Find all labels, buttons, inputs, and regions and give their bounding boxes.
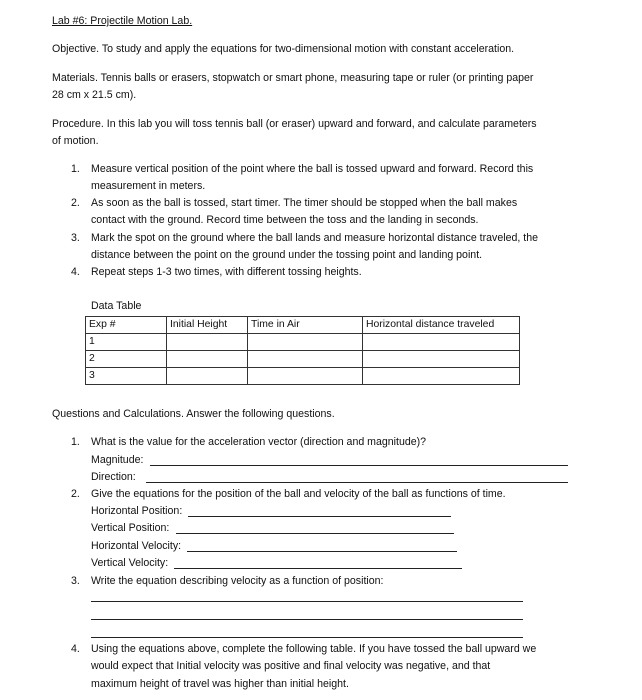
objective-text: Objective. To study and apply the equations for two-dimensional motion with constant acceleration.: [52, 43, 515, 55]
table-header-cell: Horizontal distance traveled: [363, 317, 520, 334]
procedure-line-1: Procedure. In this lab you will toss tennis ball (or eraser) upward and forward, and calculate parameters: [52, 118, 537, 130]
magnitude-answer-line[interactable]: [150, 465, 568, 466]
table-cell[interactable]: [363, 351, 520, 368]
question-number: 3.: [71, 575, 80, 587]
question-number: 2.: [71, 488, 80, 500]
step-text: Repeat steps 1-3 two times, with different tossing heights.: [91, 266, 362, 278]
page-title: Lab #6: Projectile Motion Lab.: [52, 15, 193, 27]
vertical-position-answer-line[interactable]: [176, 533, 454, 534]
horizontal-velocity-answer-line[interactable]: [187, 551, 457, 552]
table-cell[interactable]: [167, 351, 248, 368]
step-number: 2.: [71, 197, 80, 209]
vertical-velocity-answer-line[interactable]: [174, 568, 462, 569]
step-number: 4.: [71, 266, 80, 278]
question-number: 1.: [71, 436, 80, 448]
materials-line-2: 28 cm x 21.5 cm).: [52, 89, 137, 101]
step-text: distance between the point on the ground under the tossing point and landing point.: [91, 249, 483, 261]
table-cell[interactable]: 3: [86, 368, 167, 385]
vertical-position-label: Vertical Position:: [91, 522, 170, 534]
step-number: 3.: [71, 232, 80, 244]
table-cell[interactable]: 1: [86, 334, 167, 351]
question-text: What is the value for the acceleration vector (direction and magnitude)?: [91, 436, 427, 448]
table-cell[interactable]: [167, 334, 248, 351]
answer-line[interactable]: [91, 637, 523, 638]
direction-answer-line[interactable]: [146, 482, 568, 483]
table-row: [86, 368, 520, 385]
materials-line-1: Materials. Tennis balls or erasers, stopwatch or smart phone, measuring tape or ruler (or printing paper: [52, 72, 534, 84]
magnitude-label: Magnitude:: [91, 454, 144, 466]
step-text: measurement in meters.: [91, 180, 206, 192]
step-text: Mark the spot on the ground where the ball lands and measure horizontal distance traveled, the: [91, 232, 538, 244]
question-text: Using the equations above, complete the following table. If you have tossed the ball upward we: [91, 643, 537, 655]
procedure-line-2: of motion.: [52, 135, 99, 147]
table-cell[interactable]: [363, 368, 520, 385]
step-text: Measure vertical position of the point where the ball is tossed upward and forward. Record this: [91, 163, 534, 175]
questions-intro: Questions and Calculations. Answer the following questions.: [52, 408, 335, 420]
question-number: 4.: [71, 643, 80, 655]
table-cell[interactable]: [167, 368, 248, 385]
direction-label: Direction:: [91, 471, 136, 483]
table-header-cell: Initial Height: [167, 317, 248, 334]
answer-line[interactable]: [91, 601, 523, 602]
horizontal-position-answer-line[interactable]: [188, 516, 451, 517]
data-table: [85, 316, 520, 385]
table-cell[interactable]: [248, 368, 363, 385]
horizontal-velocity-label: Horizontal Velocity:: [91, 540, 182, 552]
step-number: 1.: [71, 163, 80, 175]
table-header-row: [86, 317, 520, 334]
question-text: Write the equation describing velocity as a function of position:: [91, 575, 384, 587]
table-cell[interactable]: 2: [86, 351, 167, 368]
question-text: Give the equations for the position of the ball and velocity of the ball as functions of time.: [91, 488, 506, 500]
table-header-cell: Exp #: [86, 317, 167, 334]
step-text: As soon as the ball is tossed, start timer. The timer should be stopped when the ball makes: [91, 197, 518, 209]
table-cell[interactable]: [363, 334, 520, 351]
data-table-caption: Data Table: [91, 300, 142, 312]
table-row: [86, 351, 520, 368]
table-cell[interactable]: [248, 334, 363, 351]
table-header-cell: Time in Air: [248, 317, 363, 334]
table-row: [86, 334, 520, 351]
horizontal-position-label: Horizontal Position:: [91, 505, 183, 517]
vertical-velocity-label: Vertical Velocity:: [91, 557, 169, 569]
question-text: maximum height of travel was higher than initial height.: [91, 678, 349, 690]
question-text: would expect that Initial velocity was positive and final velocity was negative, and that: [91, 660, 491, 672]
answer-line[interactable]: [91, 619, 523, 620]
step-text: contact with the ground. Record time between the toss and the landing in seconds.: [91, 214, 479, 226]
table-cell[interactable]: [248, 351, 363, 368]
